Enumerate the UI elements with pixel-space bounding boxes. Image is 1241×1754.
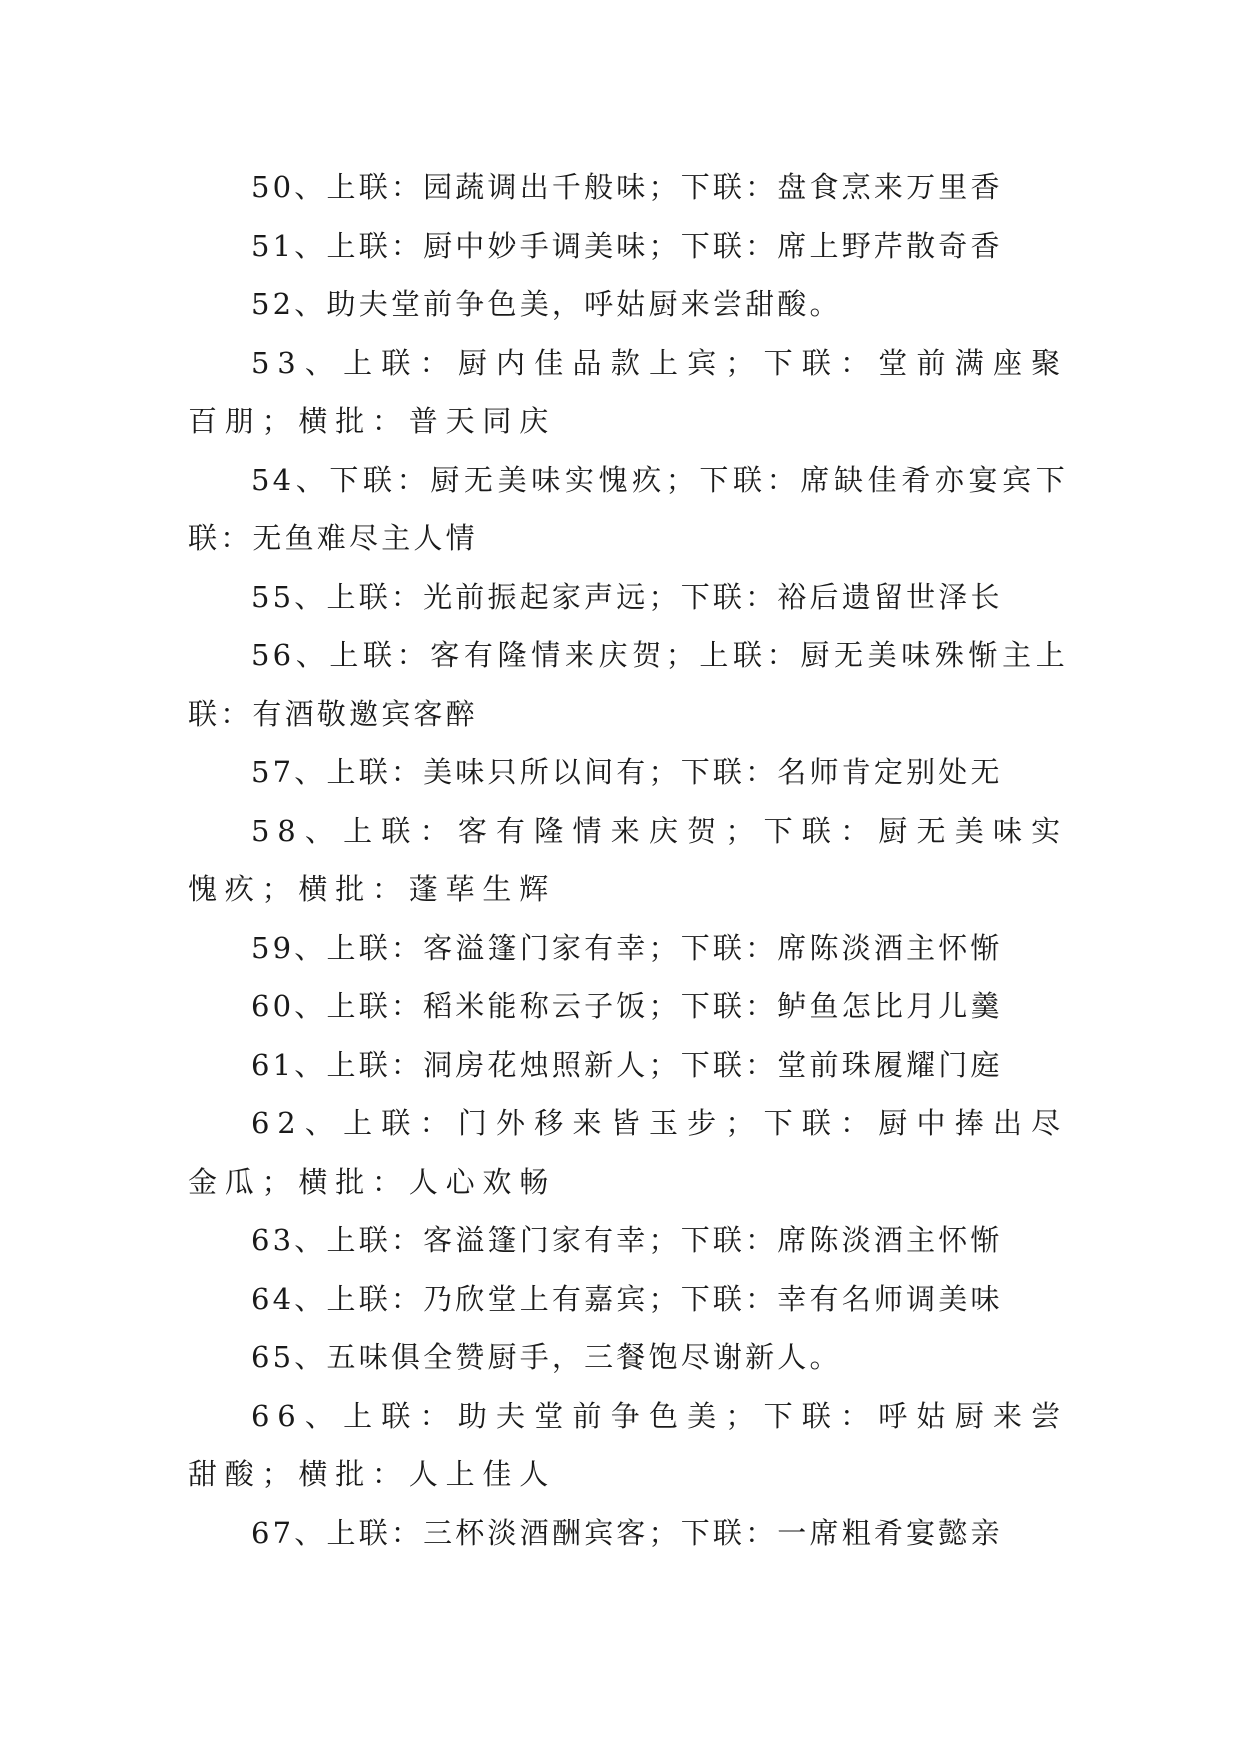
couplet-paragraph-64: 64、上联：乃欣堂上有嘉宾；下联：幸有名师调美味 [251,1281,1003,1316]
couplet-paragraph-67: 67、上联：三杯淡酒酬宾客；下联：一席粗肴宴懿亲 [251,1515,1003,1550]
couplet-paragraph-60: 60、上联：稻米能称云子饭；下联：鲈鱼怎比月儿羹 [251,989,1003,1023]
couplet-paragraph-53: 53、上联：厨内佳品款上宾；下联：堂前满座聚百朋；横批：普天同庆 [188,345,1068,438]
couplet-paragraph-62: 62、上联：门外移来皆玉步；下联：厨中捧出尽金瓜；横批：人心欢畅 [188,1106,1068,1199]
couplet-paragraph-65: 65、五味俱全赞厨手，三餐饱尽谢新人。 [251,1340,842,1374]
document-body [188,158,1068,1562]
couplet-paragraph-59: 59、上联：客溢篷门家有幸；下联：席陈淡酒主怀惭 [251,930,1003,965]
couplet-paragraph-57: 57、上联：美味只所以间有；下联：名师肯定别处无 [251,755,1003,789]
couplet-paragraph-50: 50、上联：园蔬调出千般味；下联：盘食烹来万里香 [251,170,1003,204]
couplet-paragraph-63: 63、上联：客溢篷门家有幸；下联：席陈淡酒主怀惭 [251,1223,1003,1257]
couplet-paragraph-52: 52、助夫堂前争色美，呼姑厨来尝甜酸。 [251,287,842,321]
couplet-paragraph-61: 61、上联：洞房花烛照新人；下联：堂前珠履耀门庭 [251,1047,1003,1082]
couplet-paragraph-66: 66、上联：助夫堂前争色美；下联：呼姑厨来尝甜酸；横批：人上佳人 [188,1398,1068,1491]
couplet-paragraph-56: 56、上联：客有隆情来庆贺；上联：厨无美味殊惭主上联：有酒敬邀宾客醉 [188,638,1068,731]
couplet-paragraph-51: 51、上联：厨中妙手调美味；下联：席上野芹散奇香 [251,228,1003,263]
couplet-paragraph-55: 55、上联：光前振起家声远；下联：裕后遗留世泽长 [251,579,1003,614]
couplet-paragraph-54: 54、下联：厨无美味实愧疚；下联：席缺佳肴亦宴宾下联：无鱼难尽主人情 [188,462,1068,555]
couplet-paragraph-58: 58、上联：客有隆情来庆贺；下联：厨无美味实愧疚；横批：蓬荜生辉 [188,813,1068,906]
